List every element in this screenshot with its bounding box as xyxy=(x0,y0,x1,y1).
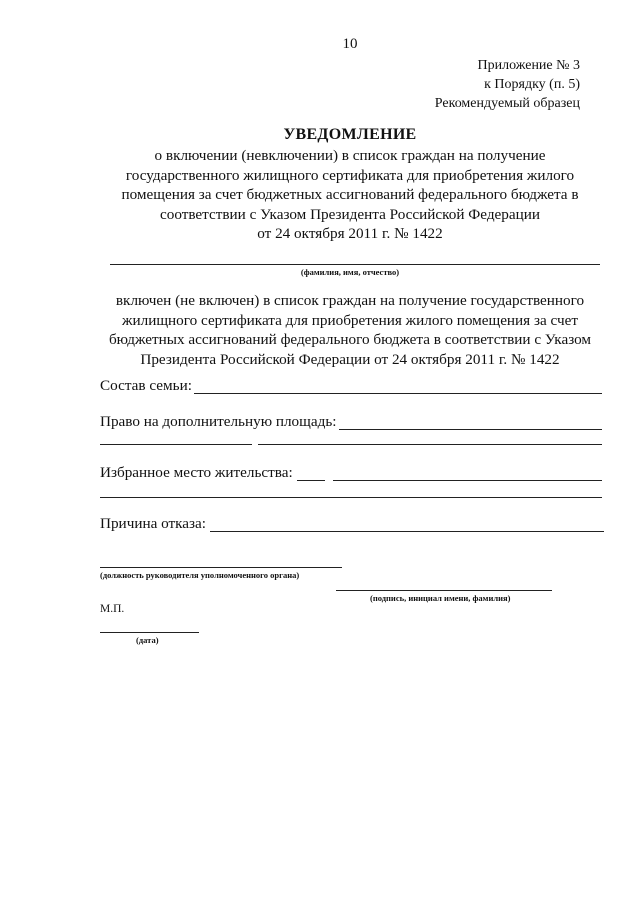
subtitle-line: государственного жилищного сертификата для приобретения жилого xyxy=(125,166,575,184)
refusal-label: Причина отказа: xyxy=(100,515,207,532)
position-caption: (должность руководителя уполномоченного органа) xyxy=(100,570,300,580)
document-title: УВЕДОМЛЕНИЕ xyxy=(283,126,417,143)
body-line: включен (не включен) в список граждан на получение государственного xyxy=(115,292,585,309)
name-blank-line[interactable] xyxy=(110,264,600,265)
name-caption: (фамилия, имя, отчество) xyxy=(300,267,400,277)
annex-line-2: к Порядку (п. 5) xyxy=(484,77,580,92)
extra-area-blank-line-2a[interactable] xyxy=(100,444,252,445)
body-line: жилищного сертификата для приобретения жилого помещения за счет xyxy=(122,311,578,329)
residence-blank-line-b[interactable] xyxy=(333,480,602,481)
body-text xyxy=(60,291,640,369)
position-blank-line[interactable] xyxy=(100,567,342,568)
signature-caption: (подпись, инициал имени, фамилия) xyxy=(370,593,511,603)
subtitle-line: соответствии с Указом Президента Российской Федерации xyxy=(159,205,541,223)
extra-area-blank-line-2b[interactable] xyxy=(258,444,602,445)
family-blank-line[interactable] xyxy=(194,393,602,394)
annex-line-1: Приложение № 3 xyxy=(477,58,580,73)
subtitle-line: от 24 октября 2011 г. № 1422 xyxy=(257,225,443,242)
subtitle-line: о включении (невключении) в список граждан на получение xyxy=(154,147,546,164)
subtitle-line: помещения за счет бюджетных ассигнований федерального бюджета в xyxy=(121,186,579,203)
extra-area-label: Право на дополнительную площадь: xyxy=(100,413,337,430)
residence-label: Избранное место жительства: xyxy=(100,464,293,481)
annex-line-3: Рекомендуемый образец xyxy=(434,96,580,111)
date-caption: (дата) xyxy=(136,635,159,645)
residence-blank-line-2[interactable] xyxy=(100,497,602,498)
stamp-label: М.П. xyxy=(100,603,125,615)
signature-blank-line[interactable] xyxy=(336,590,552,591)
date-blank-line[interactable] xyxy=(100,632,199,633)
refusal-blank-line[interactable] xyxy=(210,531,604,532)
page-number: 10 xyxy=(342,36,358,52)
body-line: Президента Российской Федерации от 24 октября 2011 г. № 1422 xyxy=(140,350,560,368)
residence-blank-line-a[interactable] xyxy=(297,480,325,481)
body-line: бюджетных ассигнований федерального бюджета в соответствии с Указом xyxy=(108,331,592,349)
extra-area-blank-line[interactable] xyxy=(339,429,602,430)
document-subtitle xyxy=(60,146,640,244)
family-label: Состав семьи: xyxy=(100,377,192,394)
